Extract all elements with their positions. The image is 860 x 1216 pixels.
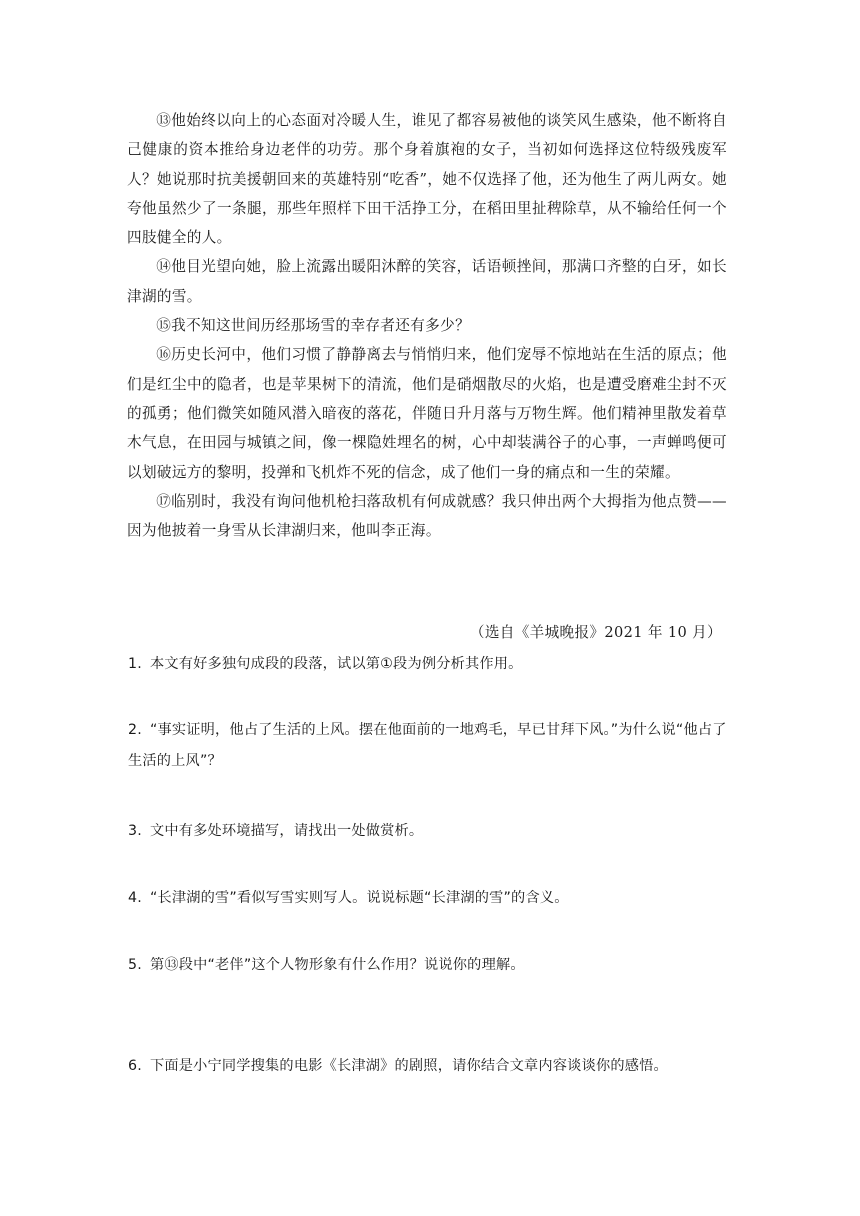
question-text: “长津湖的雪”看似写雪实则写人。说说标题“长津湖的雪”的含义。 [149, 890, 569, 906]
reading-passage [127, 106, 727, 545]
question-number: 4. [128, 890, 142, 906]
paragraph-14: ⑭他目光望向她，脸上流露出暖阳沐醉的笑容，话语顿挫间，那满口齐整的白牙，如长津湖的雪。 [127, 258, 727, 305]
paragraph-16: ⑯历史长河中，他们习惯了静静离去与悄悄归来，他们宠辱不惊地站在生活的原点；他们是红尘中的隐者，也是苹果树下的清流，他们是硝烟散尽的火焰，也是遭受磨难尘封不灭的孤勇；他们微笑如随风潜入暗夜的落花，伴随日升月落与万物生辉。他们精神里散发着草木气息，在田园与城镇之间，像一棵隐姓埋名的树，心中却装满谷子的心事，一声蝉鸣便可以划破远方的黎明，投弹和飞机炸不死的信念，成了他们一身的痛点和一生的荣耀。 [127, 346, 727, 481]
source-citation: （选自《羊城晚报》2021 年 10 月） [469, 624, 722, 641]
question-text: “事实证明，他占了生活的上风。摆在他面前的一地鸡毛，早已甘拜下风。”为什么说“他占了生活的上风”？ [128, 722, 727, 769]
question-4 [128, 883, 730, 914]
question-5 [128, 950, 730, 981]
question-3 [128, 816, 730, 847]
paragraph-17: ⑰临别时，我没有询问他机枪扫落敌机有何成就感？我只伸出两个大拇指为他点赞——因为他披着一身雪从长津湖归来，他叫李正海。 [127, 492, 727, 540]
question-1 [128, 649, 730, 680]
question-text: 文中有多处环境描写，请找出一处做赏析。 [149, 823, 424, 839]
paragraph-15: ⑮我不知这世间历经那场雪的幸存者还有多少？ [156, 317, 471, 335]
question-number: 2. [128, 722, 142, 738]
question-text: 下面是小宁同学搜集的电影《长津湖》的剧照，请你结合文章内容谈谈你的感悟。 [149, 1058, 668, 1074]
question-number: 1. [128, 656, 142, 672]
paragraph-13: ⑬他始终以向上的心态面对冷暖人生，谁见了都容易被他的谈笑风生感染，他不断将自己健康的资本推给身边老伴的功劳。那个身着旗袍的女子，当初如何选择这位特级残废军人？她说那时抗美援朝回来的英雄特别“吃香”，她不仅选择了他，还为他生了两儿两女。她夸他虽然少了一条腿，那些年照样下田干活挣工分，在稻田里扯稗除草，从不输给任何一个四肢健全的人。 [127, 112, 727, 247]
question-2 [128, 715, 730, 777]
question-number: 3. [128, 823, 142, 839]
question-number: 5. [128, 957, 142, 973]
question-number: 6. [128, 1058, 142, 1074]
question-text: 第⑬段中“老伴”这个人物形象有什么作用？说说你的理解。 [149, 957, 525, 973]
question-6 [128, 1051, 730, 1082]
question-text: 本文有好多独句成段的段落，试以第①段为例分析其作用。 [149, 656, 523, 672]
